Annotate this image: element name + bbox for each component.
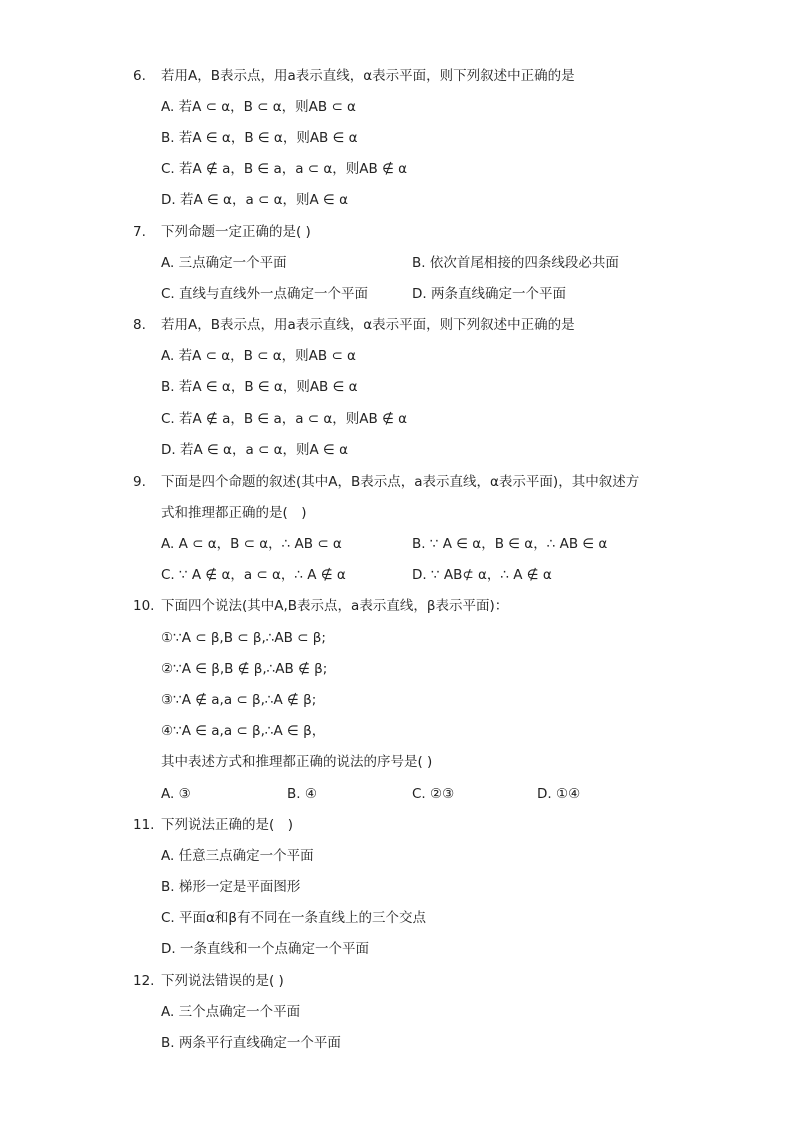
option-d: D. ∵ AB⊄ α，∴ A ∉ α xyxy=(412,567,552,583)
option-a: A. A ⊂ α，B ⊂ α，∴ AB ⊂ α xyxy=(161,536,342,552)
question-stem: 下列命题一定正确的是( ) xyxy=(161,224,311,240)
question-stem: 下列说法错误的是( ) xyxy=(161,973,284,989)
question-stem: 下面是四个命题的叙述(其中A，B表示点，a表示直线，α表示平面)，其中叙述方 xyxy=(161,474,640,490)
option-b: B. ④ xyxy=(287,786,317,802)
option-b: B. ∵ A ∈ α，B ∈ α，∴ AB ∈ α xyxy=(412,536,608,552)
option-d: D. 一条直线和一个点确定一个平面 xyxy=(161,941,369,957)
option-d: D. ①④ xyxy=(537,786,581,802)
option-a: A. 若A ⊂ α，B ⊂ α，则AB ⊂ α xyxy=(161,348,356,364)
option-c: C. 若A ∉ a，B ∈ a，a ⊂ α，则AB ∉ α xyxy=(161,411,408,427)
option-d: D. 若A ∈ α，a ⊂ α，则A ∈ α xyxy=(161,442,348,458)
statement-2: ②∵A ∈ β,B ∉ β,∴AB ∉ β; xyxy=(161,661,328,677)
option-c: C. 直线与直线外一点确定一个平面 xyxy=(161,286,369,302)
option-b: B. 若A ∈ α，B ∈ α，则AB ∈ α xyxy=(161,379,358,395)
option-b: B. 两条平行直线确定一个平面 xyxy=(161,1035,341,1051)
question-number: 6. xyxy=(133,68,146,84)
option-b: B. 梯形一定是平面图形 xyxy=(161,879,301,895)
question-stem-continued: 其中表述方式和推理都正确的说法的序号是( ) xyxy=(161,754,433,770)
statement-4: ④∵A ∈ a,a ⊂ β,∴A ∈ β， xyxy=(161,723,326,739)
question-number: 11. xyxy=(133,817,155,833)
question-stem: 若用A，B表示点，用a表示直线，α表示平面，则下列叙述中正确的是 xyxy=(161,317,575,333)
option-c: C. ∵ A ∉ α，a ⊂ α，∴ A ∉ α xyxy=(161,567,346,583)
option-c: C. ②③ xyxy=(412,786,455,802)
option-b: B. 依次首尾相接的四条线段必共面 xyxy=(412,255,619,271)
question-number: 9. xyxy=(133,474,146,490)
question-stem-continued: 式和推理都正确的是( ) xyxy=(161,505,307,521)
statement-1: ①∵A ⊂ β,B ⊂ β,∴AB ⊂ β; xyxy=(161,630,326,646)
option-a: A. 若A ⊂ α，B ⊂ α，则AB ⊂ α xyxy=(161,99,356,115)
question-stem: 若用A，B表示点，用a表示直线，α表示平面，则下列叙述中正确的是 xyxy=(161,68,575,84)
question-stem: 下面四个说法(其中A,B表示点，a表示直线，β表示平面)： xyxy=(161,598,509,614)
option-a: A. 任意三点确定一个平面 xyxy=(161,848,314,864)
question-number: 8. xyxy=(133,317,146,333)
option-c: C. 平面α和β有不同在一条直线上的三个交点 xyxy=(161,910,427,926)
option-b: B. 若A ∈ α，B ∈ α，则AB ∈ α xyxy=(161,130,358,146)
question-number: 12. xyxy=(133,973,155,989)
question-stem: 下列说法正确的是( ) xyxy=(161,817,294,833)
option-a: A. ③ xyxy=(161,786,191,802)
option-d: D. 若A ∈ α，a ⊂ α，则A ∈ α xyxy=(161,192,348,208)
option-a: A. 三点确定一个平面 xyxy=(161,255,287,271)
option-c: C. 若A ∉ a，B ∈ a，a ⊂ α，则AB ∉ α xyxy=(161,161,408,177)
option-a: A. 三个点确定一个平面 xyxy=(161,1004,301,1020)
question-number: 10. xyxy=(133,598,155,614)
question-number: 7. xyxy=(133,224,146,240)
option-d: D. 两条直线确定一个平面 xyxy=(412,286,566,302)
statement-3: ③∵A ∉ a,a ⊂ β,∴A ∉ β; xyxy=(161,692,317,708)
